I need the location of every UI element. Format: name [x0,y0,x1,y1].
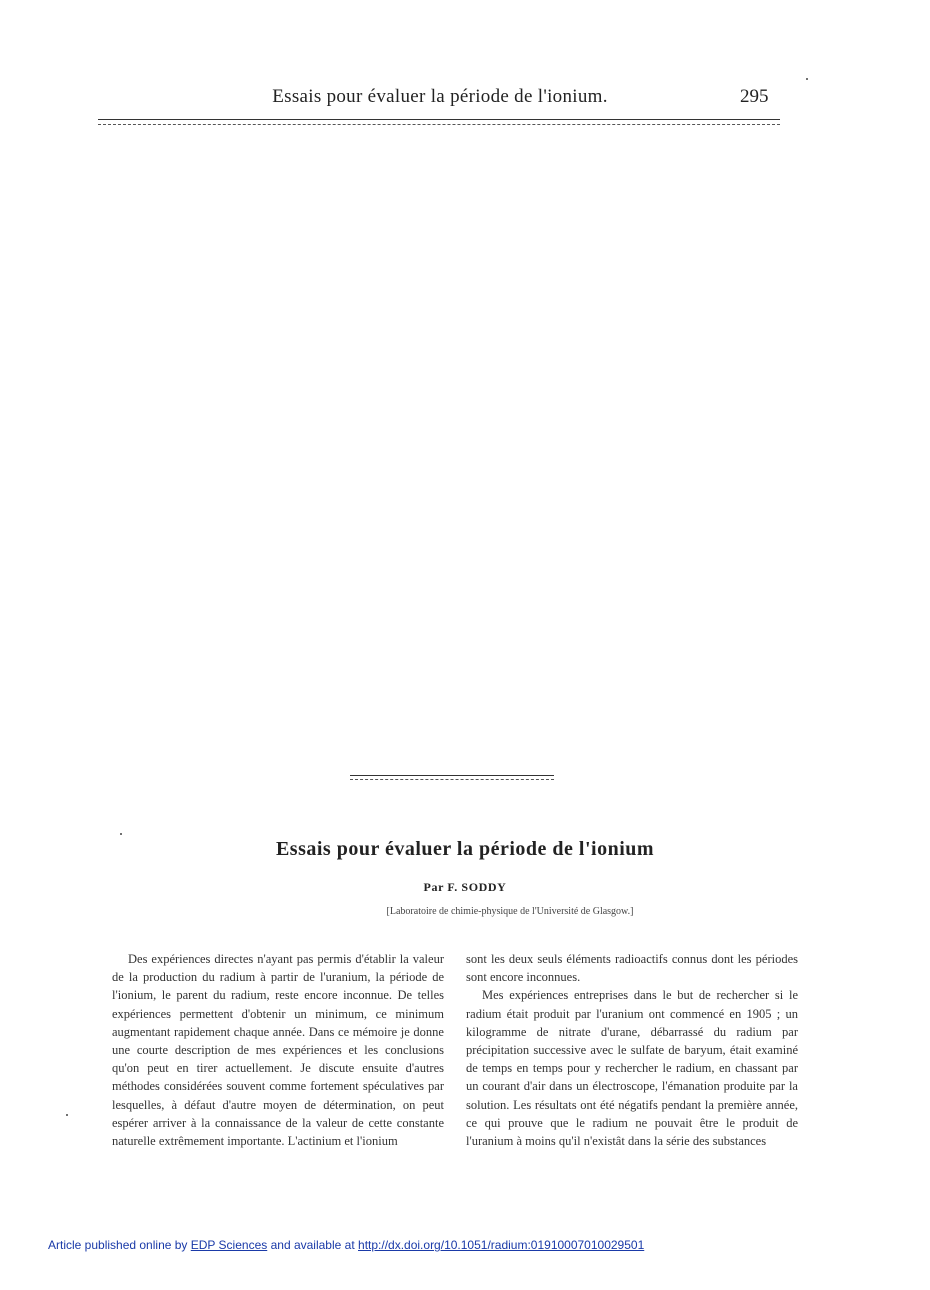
left-paragraph-1: Des expériences directes n'ayant pas permis d'établir la valeur de la production du radium à partir de l'uranium, la période de l'ionium, le parent du radium, reste encore inconnue. De telles expériences permettent d'obtenir un minimum, ce minimum augmentant rapidement chaque année. Dans ce mémoire je donne une courte description de mes expériences et les conclusions qu'on peut en tirer actuellement. Je discute ensuite d'autres méthodes considérées souvent comme fortement spéculatives par lesquelles, à défaut d'autre moyen de détermination, on peut espérer arriver à la connaissance de la valeur de cette constante naturelle extrêmement importante. L'actinium et l'ionium [112,952,444,1149]
page-number: 295 [740,86,769,107]
print-speck [120,833,122,835]
affiliation: [Laboratoire de chimie-physique de l'Université de Glasgow.] [386,906,634,917]
publisher-link[interactable]: EDP Sciences [190,1238,268,1252]
right-paragraph-2: Mes expériences entreprises dans le but de rechercher si le radium était produit par l'uranium ont commencé en 1905 ; un kilogramme de nitrate d'urane, débarrassé du radium par précipitation successive avec le sulfate de baryum, était examiné de temps en temps pour y rechercher le radium, en chassant par un courant d'air dans un électroscope, l'émanation produite par la solution. Les résultats ont été négatifs pendant la première année, ce qui prouve que le radium ne pouvait être le produit de l'uranium à moins qu'il n'existât dans la série des substances [466,988,798,1149]
body-right-column [466,950,798,1150]
print-speck [806,78,808,80]
running-title-text: Essais pour évaluer la période de l'ionium. [272,86,608,107]
footer-prefix: Article published online by [48,1238,188,1252]
header-rule-bottom [98,124,780,125]
body-left-column [112,950,444,1150]
author-name: F. SODDY [447,880,507,894]
publication-footer [48,1238,644,1252]
header-rule-top [98,119,780,120]
author-line [0,880,930,895]
print-speck [66,1114,68,1116]
footer-middle: and available at [270,1238,355,1252]
article-title: Essais pour évaluer la période de l'ionium [275,838,655,860]
separator-rule-top [350,775,554,776]
separator-rule-bottom [350,779,554,780]
author-prefix: Par [423,880,444,894]
right-paragraph-1: sont les deux seuls éléments radioactifs connus dont les périodes sont encore inconnues. [466,952,798,985]
doi-link[interactable]: http://dx.doi.org/10.1051/radium:01910007010029501 [358,1238,645,1252]
